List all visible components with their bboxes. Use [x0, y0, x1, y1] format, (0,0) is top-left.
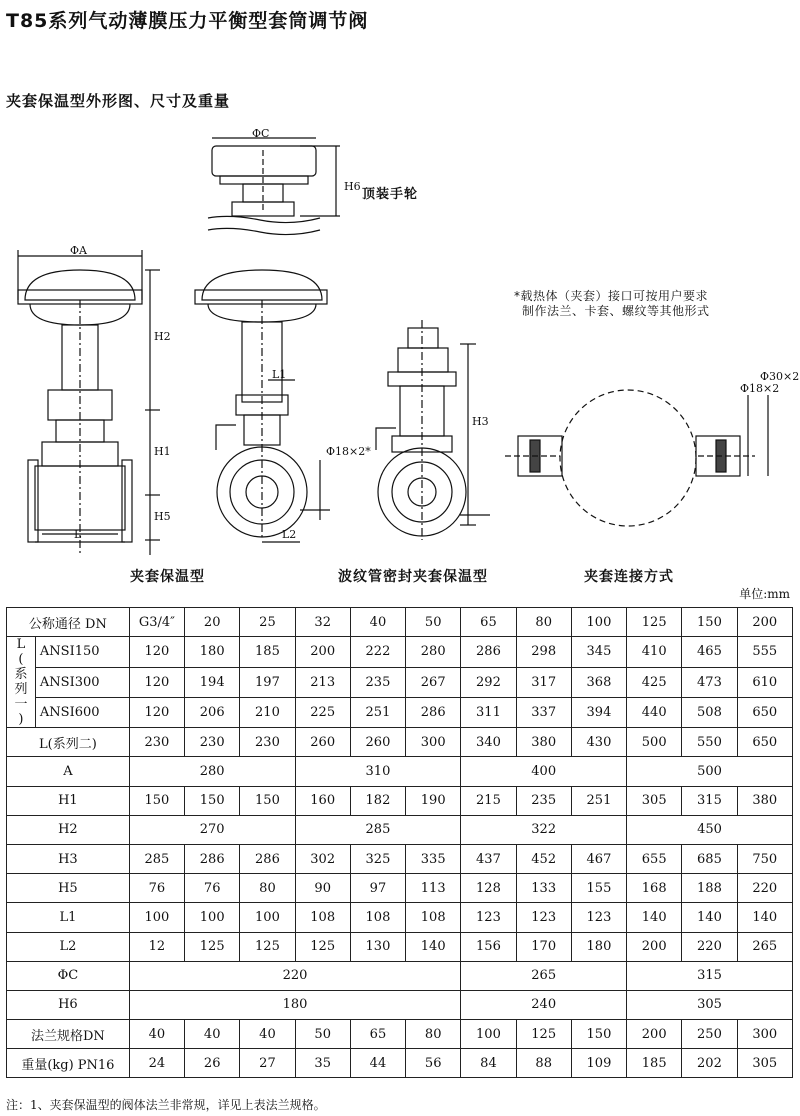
table-cell: 150 [240, 786, 295, 815]
table-row [7, 815, 793, 844]
table-row-label: 重量(kg) PN16 [7, 1049, 130, 1078]
table-row [7, 757, 793, 786]
jacket-note-line2: 制作法兰、卡套、螺纹等其他形式 [522, 304, 710, 318]
table-cell: 128 [461, 874, 516, 903]
table-cell: 123 [461, 903, 516, 932]
table-cell: 311 [461, 697, 516, 727]
table-cell: 655 [627, 844, 682, 873]
series1-label-char: 一 [14, 697, 28, 713]
table-cell: 425 [627, 667, 682, 697]
table-cell: 215 [461, 786, 516, 815]
table-cell: 300 [406, 728, 461, 757]
table-cell: 500 [627, 728, 682, 757]
table-cell: 230 [129, 728, 184, 757]
table-cell: 302 [295, 844, 350, 873]
table-cell: 750 [737, 844, 792, 873]
series1-label-char: L [16, 637, 26, 653]
jacket-valve-side-drawing [195, 270, 330, 542]
table-header-cell: 40 [350, 608, 405, 637]
table-cell: 182 [350, 786, 405, 815]
table-cell: 260 [295, 728, 350, 757]
table-cell: 133 [516, 874, 571, 903]
table-cell: 202 [682, 1049, 737, 1078]
table-cell: 230 [240, 728, 295, 757]
table-cell: 225 [295, 697, 350, 727]
table-cell: 113 [406, 874, 461, 903]
table-cell: 368 [571, 667, 626, 697]
dim-L1: L1 [272, 368, 287, 381]
table-cell: 260 [350, 728, 405, 757]
table-cell: 130 [350, 932, 405, 961]
table-cell: 305 [737, 1049, 792, 1078]
table-cell: 267 [406, 667, 461, 697]
table-row [7, 903, 793, 932]
table-cell: 180 [571, 932, 626, 961]
table-cell: 125 [295, 932, 350, 961]
series1-label-char: ( [18, 652, 24, 668]
table-cell: 452 [516, 844, 571, 873]
table-cell: 150 [129, 786, 184, 815]
table-header-cell: 100 [571, 608, 626, 637]
dim-phiA: ΦA [70, 244, 87, 257]
table-cell: 265 [461, 961, 627, 990]
table-cell: 109 [571, 1049, 626, 1078]
table-cell: 170 [516, 932, 571, 961]
table-cell: 235 [350, 667, 405, 697]
dim-phiC: ΦC [252, 127, 270, 140]
table-cell: 315 [627, 961, 793, 990]
table-cell: 120 [129, 667, 184, 697]
dim-phi30: Φ30×2 [760, 370, 800, 383]
table-cell: 100 [129, 903, 184, 932]
table-cell: 220 [682, 932, 737, 961]
table-cell: 40 [240, 1020, 295, 1049]
table-header-row [7, 608, 793, 637]
table-cell: 84 [461, 1049, 516, 1078]
unit-label: 单位:mm [739, 587, 790, 601]
bellows-valve-drawing [376, 320, 490, 540]
table-header-cell: 20 [185, 608, 240, 637]
table-cell: 100 [461, 1020, 516, 1049]
table-row [7, 932, 793, 961]
table-cell: 465 [682, 637, 737, 667]
table-row [7, 697, 793, 727]
table-cell: 286 [406, 697, 461, 727]
table-row-label: 法兰规格DN [7, 1020, 130, 1049]
table-cell: 194 [185, 667, 240, 697]
table-cell: 440 [627, 697, 682, 727]
section-subtitle: 夹套保温型外形图、尺寸及重量 [6, 92, 231, 110]
dim-H5: H5 [154, 510, 171, 523]
spec-table [6, 607, 793, 1078]
table-cell: 310 [295, 757, 461, 786]
table-cell: 125 [516, 1020, 571, 1049]
series1-label-char: 系 [14, 667, 28, 683]
table-row [7, 786, 793, 815]
table-row-label: L2 [7, 932, 130, 961]
table-header-cell: 65 [461, 608, 516, 637]
table-cell: 286 [461, 637, 516, 667]
table-cell: 90 [295, 874, 350, 903]
caption-jacket: 夹套保温型 [130, 569, 205, 585]
table-cell: 335 [406, 844, 461, 873]
table-cell: 12 [129, 932, 184, 961]
table-cell: 270 [129, 815, 295, 844]
series1-label-char: ) [18, 712, 24, 728]
table-cell: 300 [737, 1020, 792, 1049]
table-row-label: H1 [7, 786, 130, 815]
table-cell: 140 [682, 903, 737, 932]
table-cell: 123 [516, 903, 571, 932]
table-row-label: H6 [7, 990, 130, 1019]
table-row [7, 1020, 793, 1049]
table-cell: 44 [350, 1049, 405, 1078]
table-row [7, 667, 793, 697]
table-cell: 156 [461, 932, 516, 961]
table-row [7, 874, 793, 903]
table-cell: 108 [406, 903, 461, 932]
table-cell: 251 [571, 786, 626, 815]
table-cell: 500 [627, 757, 793, 786]
table-cell: 120 [129, 637, 184, 667]
table-row-label: H2 [7, 815, 130, 844]
table-row-label: ANSI600 [35, 697, 129, 727]
table-cell: 76 [185, 874, 240, 903]
table-header-cell: 125 [627, 608, 682, 637]
table-cell: 240 [461, 990, 627, 1019]
series1-label-char: 列 [14, 682, 28, 698]
table-cell: 265 [737, 932, 792, 961]
table-row-label: H3 [7, 844, 130, 873]
table-row [7, 728, 793, 757]
table-cell: 100 [185, 903, 240, 932]
table-cell: 140 [737, 903, 792, 932]
table-row-label: ANSI300 [35, 667, 129, 697]
table-header-label: 公称通径 DN [7, 608, 130, 637]
table-cell: 180 [185, 637, 240, 667]
table-cell: 200 [627, 1020, 682, 1049]
table-cell: 285 [295, 815, 461, 844]
jacket-valve-drawing [18, 250, 160, 555]
table-cell: 305 [627, 990, 793, 1019]
dim-L2: L2 [282, 528, 297, 541]
caption-connection: 夹套连接方式 [584, 569, 674, 585]
jacket-note-line1: *载热体（夹套）接口可按用户要求 [514, 289, 709, 303]
table-row-label: L(系列二) [7, 728, 130, 757]
table-cell: 340 [461, 728, 516, 757]
table-cell: 685 [682, 844, 737, 873]
table-row [7, 637, 793, 667]
table-header-cell: 32 [295, 608, 350, 637]
table-row-label: ANSI150 [35, 637, 129, 667]
series1-label [7, 637, 36, 728]
table-cell: 213 [295, 667, 350, 697]
handwheel-detail [208, 138, 340, 235]
table-cell: 286 [240, 844, 295, 873]
table-cell: 322 [461, 815, 627, 844]
table-cell: 185 [627, 1049, 682, 1078]
table-cell: 108 [350, 903, 405, 932]
table-cell: 250 [682, 1020, 737, 1049]
table-cell: 80 [240, 874, 295, 903]
table-cell: 125 [185, 932, 240, 961]
table-cell: 286 [185, 844, 240, 873]
table-cell: 210 [240, 697, 295, 727]
table-cell: 65 [350, 1020, 405, 1049]
table-cell: 610 [737, 667, 792, 697]
table-header-cell: G3/4″ [129, 608, 184, 637]
table-cell: 430 [571, 728, 626, 757]
table-cell: 27 [240, 1049, 295, 1078]
table-cell: 305 [627, 786, 682, 815]
table-cell: 410 [627, 637, 682, 667]
table-cell: 280 [406, 637, 461, 667]
table-cell: 56 [406, 1049, 461, 1078]
valve-drawings [0, 110, 800, 580]
table-cell: 40 [185, 1020, 240, 1049]
dim-phi18: Φ18×2* [326, 445, 371, 458]
table-cell: 650 [737, 697, 792, 727]
dim-H6: H6 [344, 180, 361, 193]
table-cell: 108 [295, 903, 350, 932]
table-row-label: L1 [7, 903, 130, 932]
table-cell: 80 [406, 1020, 461, 1049]
table-cell: 123 [571, 903, 626, 932]
table-cell: 315 [682, 786, 737, 815]
table-cell: 222 [350, 637, 405, 667]
table-cell: 35 [295, 1049, 350, 1078]
table-cell: 155 [571, 874, 626, 903]
dim-phi18b: Φ18×2 [740, 382, 780, 395]
table-cell: 380 [516, 728, 571, 757]
table-cell: 345 [571, 637, 626, 667]
table-row [7, 1049, 793, 1078]
table-cell: 76 [129, 874, 184, 903]
table-cell: 180 [129, 990, 461, 1019]
table-cell: 292 [461, 667, 516, 697]
table-cell: 251 [350, 697, 405, 727]
table-cell: 508 [682, 697, 737, 727]
table-cell: 150 [185, 786, 240, 815]
dim-H3: H3 [472, 415, 489, 428]
table-cell: 230 [185, 728, 240, 757]
table-row [7, 990, 793, 1019]
table-cell: 394 [571, 697, 626, 727]
table-cell: 220 [129, 961, 461, 990]
table-cell: 220 [737, 874, 792, 903]
table-row [7, 844, 793, 873]
table-cell: 140 [627, 903, 682, 932]
table-cell: 467 [571, 844, 626, 873]
table-cell: 206 [185, 697, 240, 727]
table-cell: 168 [627, 874, 682, 903]
table-cell: 325 [350, 844, 405, 873]
table-header-cell: 80 [516, 608, 571, 637]
page-title: T85系列气动薄膜压力平衡型套筒调节阀 [6, 10, 369, 32]
table-cell: 650 [737, 728, 792, 757]
footnote: 注：1、夹套保温型的阀体法兰非常规，详见上表法兰规格。 [6, 1098, 326, 1112]
table-cell: 100 [240, 903, 295, 932]
table-cell: 437 [461, 844, 516, 873]
table-cell: 190 [406, 786, 461, 815]
table-cell: 200 [295, 637, 350, 667]
table-header-cell: 150 [682, 608, 737, 637]
table-cell: 280 [129, 757, 295, 786]
table-cell: 120 [129, 697, 184, 727]
table-cell: 337 [516, 697, 571, 727]
table-cell: 88 [516, 1049, 571, 1078]
table-cell: 450 [627, 815, 793, 844]
table-cell: 26 [185, 1049, 240, 1078]
table-header-cell: 25 [240, 608, 295, 637]
table-cell: 24 [129, 1049, 184, 1078]
table-header-cell: 50 [406, 608, 461, 637]
handwheel-label: 顶装手轮 [362, 187, 419, 202]
dim-H1: H1 [154, 445, 171, 458]
table-cell: 188 [682, 874, 737, 903]
table-cell: 317 [516, 667, 571, 697]
table-cell: 555 [737, 637, 792, 667]
table-cell: 550 [682, 728, 737, 757]
table-cell: 160 [295, 786, 350, 815]
table-cell: 235 [516, 786, 571, 815]
table-cell: 125 [240, 932, 295, 961]
dim-L: L [74, 528, 82, 541]
table-cell: 50 [295, 1020, 350, 1049]
table-cell: 197 [240, 667, 295, 697]
table-row-label: ΦC [7, 961, 130, 990]
table-row-label: A [7, 757, 130, 786]
table-cell: 200 [627, 932, 682, 961]
table-cell: 185 [240, 637, 295, 667]
table-cell: 380 [737, 786, 792, 815]
table-header-cell: 200 [737, 608, 792, 637]
table-row [7, 961, 793, 990]
table-cell: 400 [461, 757, 627, 786]
table-cell: 150 [571, 1020, 626, 1049]
table-cell: 97 [350, 874, 405, 903]
table-cell: 285 [129, 844, 184, 873]
table-cell: 140 [406, 932, 461, 961]
jacket-connection-drawing [505, 390, 768, 526]
table-cell: 298 [516, 637, 571, 667]
caption-bellows: 波纹管密封夹套保温型 [338, 569, 488, 585]
table-cell: 473 [682, 667, 737, 697]
dim-H2: H2 [154, 330, 171, 343]
table-row-label: H5 [7, 874, 130, 903]
table-cell: 40 [129, 1020, 184, 1049]
